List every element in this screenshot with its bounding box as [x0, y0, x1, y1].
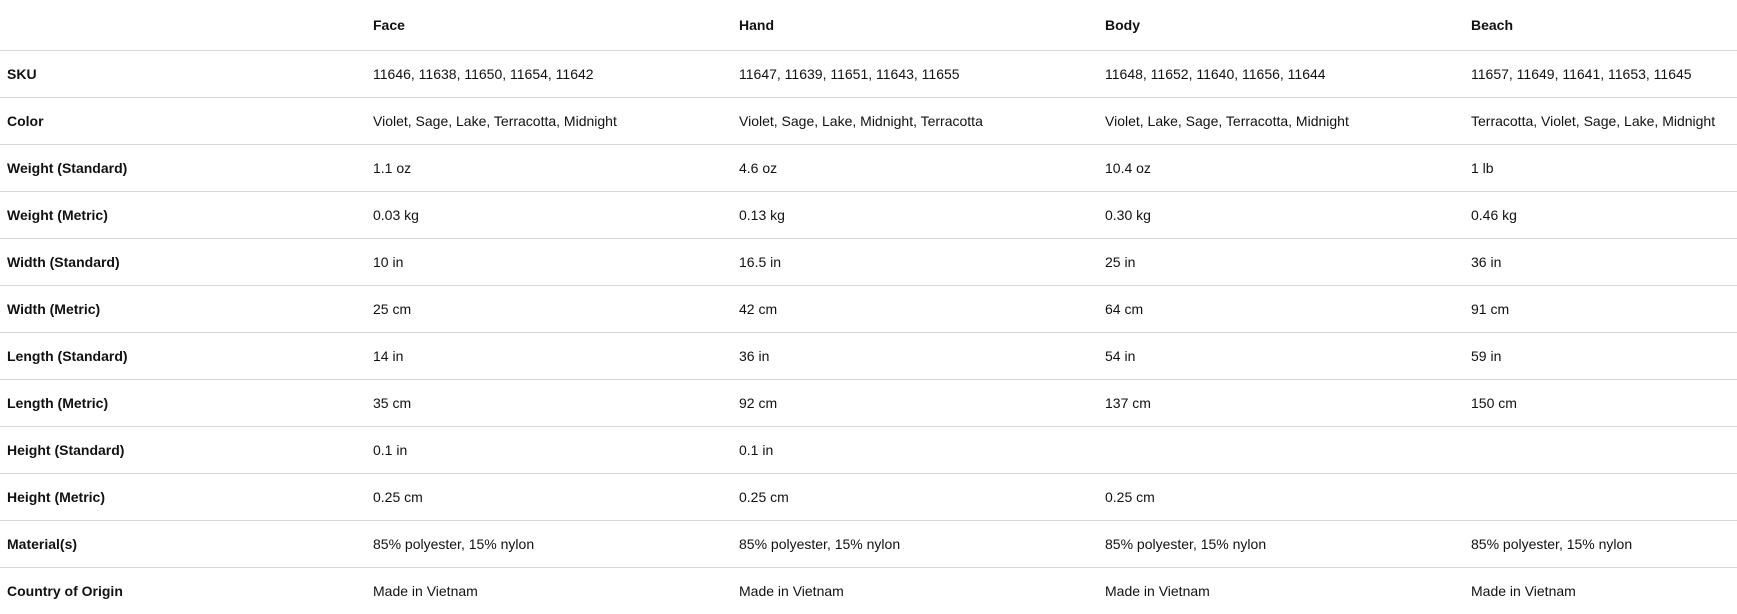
table-row-width-metric	[0, 286, 1737, 333]
cell-hand: 36 in	[732, 333, 1098, 380]
cell-hand: 4.6 oz	[732, 145, 1098, 192]
column-header-empty	[0, 0, 366, 51]
row-label: Height (Metric)	[0, 474, 366, 521]
cell-face: 25 cm	[366, 286, 732, 333]
table-row-color	[0, 98, 1737, 145]
cell-face: 0.25 cm	[366, 474, 732, 521]
cell-body: 54 in	[1098, 333, 1464, 380]
cell-face: Violet, Sage, Lake, Terracotta, Midnight	[366, 98, 732, 145]
cell-face: 10 in	[366, 239, 732, 286]
cell-body	[1098, 427, 1464, 474]
cell-hand: 16.5 in	[732, 239, 1098, 286]
table-row-materials	[0, 521, 1737, 568]
table-row-height-standard	[0, 427, 1737, 474]
table-header-row	[0, 0, 1737, 51]
cell-beach	[1464, 427, 1737, 474]
cell-beach	[1464, 474, 1737, 521]
table-row-country-of-origin	[0, 568, 1737, 614]
table-row-weight-standard	[0, 145, 1737, 192]
row-label: Weight (Standard)	[0, 145, 366, 192]
cell-beach: 0.46 kg	[1464, 192, 1737, 239]
cell-beach: 85% polyester, 15% nylon	[1464, 521, 1737, 568]
cell-hand: 0.25 cm	[732, 474, 1098, 521]
column-header-face: Face	[366, 0, 732, 51]
cell-body: 25 in	[1098, 239, 1464, 286]
cell-hand: 0.1 in	[732, 427, 1098, 474]
cell-beach: Terracotta, Violet, Sage, Lake, Midnight	[1464, 98, 1737, 145]
cell-hand: 0.13 kg	[732, 192, 1098, 239]
cell-face: 0.1 in	[366, 427, 732, 474]
cell-hand: Violet, Sage, Lake, Midnight, Terracotta	[732, 98, 1098, 145]
cell-beach: 11657, 11649, 11641, 11653, 11645	[1464, 51, 1737, 98]
cell-body: Violet, Lake, Sage, Terracotta, Midnight	[1098, 98, 1464, 145]
cell-hand: 11647, 11639, 11651, 11643, 11655	[732, 51, 1098, 98]
cell-beach: 36 in	[1464, 239, 1737, 286]
table-row-height-metric	[0, 474, 1737, 521]
cell-body: 11648, 11652, 11640, 11656, 11644	[1098, 51, 1464, 98]
cell-body: 64 cm	[1098, 286, 1464, 333]
cell-beach: 150 cm	[1464, 380, 1737, 427]
column-header-body: Body	[1098, 0, 1464, 51]
cell-beach: 91 cm	[1464, 286, 1737, 333]
row-label: Weight (Metric)	[0, 192, 366, 239]
cell-face: 35 cm	[366, 380, 732, 427]
row-label: Country of Origin	[0, 568, 366, 614]
table-row-length-standard	[0, 333, 1737, 380]
row-label: Width (Metric)	[0, 286, 366, 333]
table-row-weight-metric	[0, 192, 1737, 239]
cell-body: 137 cm	[1098, 380, 1464, 427]
cell-hand: 85% polyester, 15% nylon	[732, 521, 1098, 568]
row-label: Width (Standard)	[0, 239, 366, 286]
cell-body: 0.25 cm	[1098, 474, 1464, 521]
row-label: Length (Standard)	[0, 333, 366, 380]
cell-face: 11646, 11638, 11650, 11654, 11642	[366, 51, 732, 98]
row-label: Material(s)	[0, 521, 366, 568]
cell-body: 0.30 kg	[1098, 192, 1464, 239]
cell-hand: 42 cm	[732, 286, 1098, 333]
cell-hand: Made in Vietnam	[732, 568, 1098, 614]
cell-face: 14 in	[366, 333, 732, 380]
row-label: Length (Metric)	[0, 380, 366, 427]
table-row-length-metric	[0, 380, 1737, 427]
cell-body: 85% polyester, 15% nylon	[1098, 521, 1464, 568]
row-label: Color	[0, 98, 366, 145]
cell-beach: 1 lb	[1464, 145, 1737, 192]
cell-face: 0.03 kg	[366, 192, 732, 239]
cell-face: Made in Vietnam	[366, 568, 732, 614]
row-label: SKU	[0, 51, 366, 98]
table-row-sku	[0, 51, 1737, 98]
column-header-hand: Hand	[732, 0, 1098, 51]
table-row-width-standard	[0, 239, 1737, 286]
row-label: Height (Standard)	[0, 427, 366, 474]
cell-face: 1.1 oz	[366, 145, 732, 192]
cell-face: 85% polyester, 15% nylon	[366, 521, 732, 568]
cell-beach: Made in Vietnam	[1464, 568, 1737, 614]
cell-hand: 92 cm	[732, 380, 1098, 427]
cell-body: 10.4 oz	[1098, 145, 1464, 192]
column-header-beach: Beach	[1464, 0, 1737, 51]
cell-beach: 59 in	[1464, 333, 1737, 380]
cell-body: Made in Vietnam	[1098, 568, 1464, 614]
